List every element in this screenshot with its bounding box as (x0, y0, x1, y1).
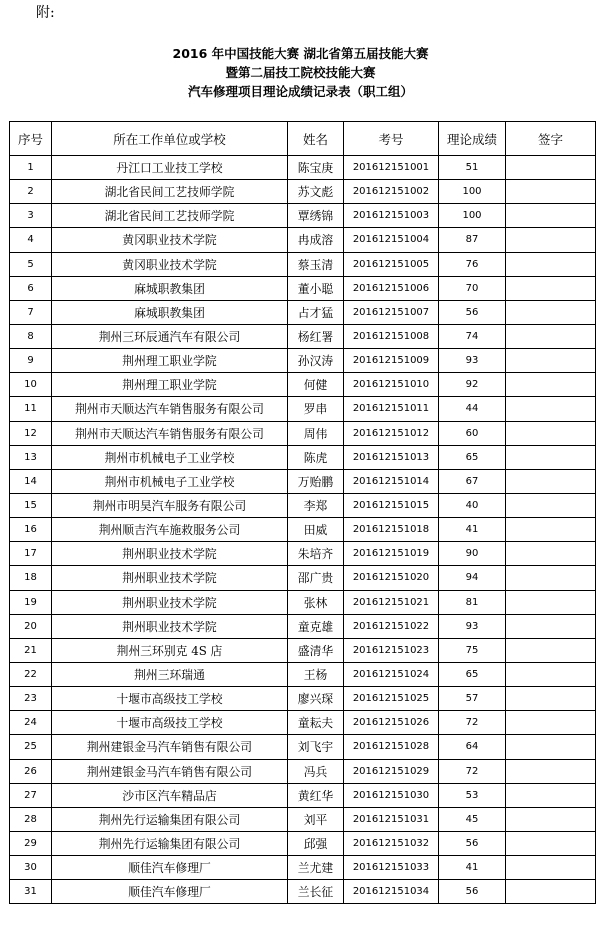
cell-unit: 荆州建银金马汽车销售有限公司 (52, 759, 288, 783)
cell-signature (506, 711, 596, 735)
cell-seq: 27 (10, 783, 52, 807)
cell-unit: 荆州三环瑞通 (52, 662, 288, 686)
cell-seq: 4 (10, 228, 52, 252)
cell-name: 李郑 (288, 493, 344, 517)
cell-score: 92 (439, 373, 506, 397)
cell-score: 56 (439, 880, 506, 904)
cell-name: 邱强 (288, 831, 344, 855)
cell-score: 70 (439, 276, 506, 300)
cell-unit: 湖北省民间工艺技师学院 (52, 204, 288, 228)
cell-signature (506, 638, 596, 662)
cell-signature (506, 687, 596, 711)
cell-unit: 荆州理工职业学院 (52, 349, 288, 373)
cell-signature (506, 662, 596, 686)
cell-exam-no: 201612151026 (344, 711, 439, 735)
cell-name: 童耘夫 (288, 711, 344, 735)
cell-seq: 9 (10, 349, 52, 373)
cell-signature (506, 252, 596, 276)
cell-name: 张林 (288, 590, 344, 614)
cell-exam-no: 201612151023 (344, 638, 439, 662)
cell-signature (506, 566, 596, 590)
cell-name: 刘飞宇 (288, 735, 344, 759)
cell-seq: 11 (10, 397, 52, 421)
table-row (10, 590, 596, 614)
table-row (10, 252, 596, 276)
header-seq: 序号 (10, 122, 52, 156)
cell-seq: 23 (10, 687, 52, 711)
table-row (10, 300, 596, 324)
table-row (10, 566, 596, 590)
cell-seq: 17 (10, 542, 52, 566)
cell-unit: 荆州职业技术学院 (52, 566, 288, 590)
cell-signature (506, 156, 596, 180)
cell-score: 74 (439, 324, 506, 348)
cell-unit: 荆州三环辰通汽车有限公司 (52, 324, 288, 348)
table-row (10, 156, 596, 180)
cell-unit: 荆州职业技术学院 (52, 590, 288, 614)
cell-score: 93 (439, 614, 506, 638)
table-row (10, 518, 596, 542)
cell-seq: 22 (10, 662, 52, 686)
cell-score: 81 (439, 590, 506, 614)
cell-exam-no: 201612151005 (344, 252, 439, 276)
cell-signature (506, 880, 596, 904)
cell-name: 冉成溶 (288, 228, 344, 252)
cell-seq: 25 (10, 735, 52, 759)
cell-exam-no: 201612151015 (344, 493, 439, 517)
table-body (10, 156, 596, 904)
table-row (10, 421, 596, 445)
cell-score: 90 (439, 542, 506, 566)
cell-unit: 麻城职教集团 (52, 276, 288, 300)
cell-score: 100 (439, 180, 506, 204)
cell-signature (506, 228, 596, 252)
cell-unit: 顺佳汽车修理厂 (52, 856, 288, 880)
cell-score: 53 (439, 783, 506, 807)
cell-score: 60 (439, 421, 506, 445)
attachment-label: 附: (36, 5, 55, 21)
cell-name: 何健 (288, 373, 344, 397)
cell-seq: 7 (10, 300, 52, 324)
table-row (10, 204, 596, 228)
cell-name: 周伟 (288, 421, 344, 445)
score-table (9, 121, 596, 904)
cell-name: 王杨 (288, 662, 344, 686)
cell-unit: 麻城职教集团 (52, 300, 288, 324)
cell-exam-no: 201612151013 (344, 445, 439, 469)
cell-name: 朱培齐 (288, 542, 344, 566)
cell-exam-no: 201612151024 (344, 662, 439, 686)
cell-exam-no: 201612151019 (344, 542, 439, 566)
table-row (10, 324, 596, 348)
header-unit: 所在工作单位或学校 (52, 122, 288, 156)
table-row (10, 783, 596, 807)
cell-score: 72 (439, 711, 506, 735)
cell-signature (506, 204, 596, 228)
cell-name: 田威 (288, 518, 344, 542)
cell-score: 94 (439, 566, 506, 590)
cell-unit: 荆州市天顺达汽车销售服务有限公司 (52, 397, 288, 421)
cell-score: 93 (439, 349, 506, 373)
cell-signature (506, 735, 596, 759)
cell-unit: 丹江口工业技工学校 (52, 156, 288, 180)
cell-seq: 16 (10, 518, 52, 542)
table-header-row (10, 122, 596, 156)
table-row (10, 662, 596, 686)
table-row (10, 180, 596, 204)
cell-exam-no: 201612151030 (344, 783, 439, 807)
cell-seq: 12 (10, 421, 52, 445)
cell-name: 占才猛 (288, 300, 344, 324)
cell-unit: 荆州市天顺达汽车销售服务有限公司 (52, 421, 288, 445)
table-row (10, 542, 596, 566)
cell-score: 41 (439, 856, 506, 880)
cell-exam-no: 201612151020 (344, 566, 439, 590)
cell-seq: 28 (10, 807, 52, 831)
cell-score: 56 (439, 831, 506, 855)
cell-signature (506, 807, 596, 831)
cell-name: 苏文彪 (288, 180, 344, 204)
cell-signature (506, 324, 596, 348)
cell-score: 65 (439, 445, 506, 469)
table-row (10, 687, 596, 711)
cell-seq: 24 (10, 711, 52, 735)
cell-seq: 10 (10, 373, 52, 397)
table-row (10, 445, 596, 469)
cell-name: 董小聪 (288, 276, 344, 300)
cell-exam-no: 201612151001 (344, 156, 439, 180)
table-row (10, 880, 596, 904)
cell-exam-no: 201612151034 (344, 880, 439, 904)
cell-exam-no: 201612151018 (344, 518, 439, 542)
cell-seq: 18 (10, 566, 52, 590)
cell-signature (506, 614, 596, 638)
cell-exam-no: 201612151031 (344, 807, 439, 831)
cell-exam-no: 201612151004 (344, 228, 439, 252)
cell-seq: 14 (10, 469, 52, 493)
cell-signature (506, 469, 596, 493)
cell-unit: 荆州市机械电子工业学校 (52, 469, 288, 493)
cell-name: 陈宝庚 (288, 156, 344, 180)
title-line-3: 汽车修理项目理论成绩记录表（职工组） (187, 84, 413, 99)
cell-name: 兰长征 (288, 880, 344, 904)
cell-name: 覃绣锦 (288, 204, 344, 228)
cell-name: 冯兵 (288, 759, 344, 783)
cell-unit: 荆州理工职业学院 (52, 373, 288, 397)
cell-unit: 荆州先行运输集团有限公司 (52, 831, 288, 855)
cell-signature (506, 493, 596, 517)
cell-signature (506, 421, 596, 445)
title-line-1: 2016 年中国技能大赛 湖北省第五届技能大赛 (172, 46, 429, 61)
cell-seq: 6 (10, 276, 52, 300)
cell-unit: 十堰市高级技工学校 (52, 711, 288, 735)
cell-unit: 荆州职业技术学院 (52, 614, 288, 638)
header-score: 理论成绩 (439, 122, 506, 156)
table-row (10, 711, 596, 735)
cell-unit: 荆州职业技术学院 (52, 542, 288, 566)
cell-score: 64 (439, 735, 506, 759)
cell-seq: 15 (10, 493, 52, 517)
cell-signature (506, 590, 596, 614)
cell-name: 刘平 (288, 807, 344, 831)
cell-exam-no: 201612151010 (344, 373, 439, 397)
table-row (10, 276, 596, 300)
cell-signature (506, 542, 596, 566)
cell-name: 万贻鹏 (288, 469, 344, 493)
cell-exam-no: 201612151021 (344, 590, 439, 614)
cell-exam-no: 201612151022 (344, 614, 439, 638)
cell-seq: 3 (10, 204, 52, 228)
cell-unit: 顺佳汽车修理厂 (52, 880, 288, 904)
table-row (10, 759, 596, 783)
cell-score: 56 (439, 300, 506, 324)
cell-score: 67 (439, 469, 506, 493)
cell-score: 57 (439, 687, 506, 711)
cell-exam-no: 201612151012 (344, 421, 439, 445)
cell-unit: 荆州三环别克 4S 店 (52, 638, 288, 662)
title-line-2: 暨第二届技工院校技能大赛 (225, 65, 376, 80)
header-signature: 签字 (506, 122, 596, 156)
cell-seq: 2 (10, 180, 52, 204)
cell-exam-no: 201612151029 (344, 759, 439, 783)
cell-signature (506, 445, 596, 469)
cell-exam-no: 201612151033 (344, 856, 439, 880)
cell-exam-no: 201612151032 (344, 831, 439, 855)
cell-signature (506, 759, 596, 783)
cell-unit: 荆州顺吉汽车施救服务公司 (52, 518, 288, 542)
document-title (0, 44, 601, 101)
cell-unit: 黄冈职业技术学院 (52, 228, 288, 252)
header-name: 姓名 (288, 122, 344, 156)
table-row (10, 735, 596, 759)
cell-score: 41 (439, 518, 506, 542)
cell-seq: 31 (10, 880, 52, 904)
table-row (10, 807, 596, 831)
cell-signature (506, 300, 596, 324)
cell-exam-no: 201612151007 (344, 300, 439, 324)
cell-score: 51 (439, 156, 506, 180)
cell-signature (506, 180, 596, 204)
cell-score: 87 (439, 228, 506, 252)
cell-signature (506, 276, 596, 300)
cell-score: 72 (439, 759, 506, 783)
cell-unit: 荆州先行运输集团有限公司 (52, 807, 288, 831)
table-row (10, 349, 596, 373)
cell-name: 廖兴琛 (288, 687, 344, 711)
cell-seq: 26 (10, 759, 52, 783)
cell-unit: 湖北省民间工艺技师学院 (52, 180, 288, 204)
header-exam-no: 考号 (344, 122, 439, 156)
table-row (10, 397, 596, 421)
cell-seq: 20 (10, 614, 52, 638)
cell-seq: 30 (10, 856, 52, 880)
table-row (10, 831, 596, 855)
table-row (10, 228, 596, 252)
cell-signature (506, 518, 596, 542)
cell-unit: 荆州建银金马汽车销售有限公司 (52, 735, 288, 759)
cell-exam-no: 201612151009 (344, 349, 439, 373)
cell-exam-no: 201612151014 (344, 469, 439, 493)
table-row (10, 373, 596, 397)
cell-score: 75 (439, 638, 506, 662)
table-row (10, 856, 596, 880)
cell-signature (506, 831, 596, 855)
cell-score: 40 (439, 493, 506, 517)
cell-score: 100 (439, 204, 506, 228)
cell-exam-no: 201612151003 (344, 204, 439, 228)
cell-exam-no: 201612151002 (344, 180, 439, 204)
cell-score: 44 (439, 397, 506, 421)
cell-seq: 21 (10, 638, 52, 662)
cell-score: 45 (439, 807, 506, 831)
cell-signature (506, 783, 596, 807)
cell-name: 黄红华 (288, 783, 344, 807)
cell-name: 罗串 (288, 397, 344, 421)
cell-exam-no: 201612151006 (344, 276, 439, 300)
cell-seq: 5 (10, 252, 52, 276)
cell-signature (506, 373, 596, 397)
cell-name: 盛清华 (288, 638, 344, 662)
cell-exam-no: 201612151008 (344, 324, 439, 348)
cell-seq: 19 (10, 590, 52, 614)
cell-signature (506, 349, 596, 373)
cell-name: 孙汉涛 (288, 349, 344, 373)
cell-score: 65 (439, 662, 506, 686)
cell-seq: 1 (10, 156, 52, 180)
cell-name: 杨红署 (288, 324, 344, 348)
cell-name: 蔡玉清 (288, 252, 344, 276)
cell-name: 兰尤建 (288, 856, 344, 880)
table-row (10, 638, 596, 662)
cell-seq: 29 (10, 831, 52, 855)
cell-unit: 黄冈职业技术学院 (52, 252, 288, 276)
cell-unit: 沙市区汽车精品店 (52, 783, 288, 807)
cell-exam-no: 201612151025 (344, 687, 439, 711)
cell-score: 76 (439, 252, 506, 276)
table-row (10, 614, 596, 638)
cell-unit: 十堰市高级技工学校 (52, 687, 288, 711)
cell-signature (506, 397, 596, 421)
cell-name: 陈虎 (288, 445, 344, 469)
cell-exam-no: 201612151028 (344, 735, 439, 759)
cell-name: 童克雄 (288, 614, 344, 638)
cell-exam-no: 201612151011 (344, 397, 439, 421)
cell-seq: 13 (10, 445, 52, 469)
cell-unit: 荆州市机械电子工业学校 (52, 445, 288, 469)
cell-unit: 荆州市明昊汽车服务有限公司 (52, 493, 288, 517)
cell-name: 邵广贵 (288, 566, 344, 590)
cell-signature (506, 856, 596, 880)
cell-seq: 8 (10, 324, 52, 348)
table-row (10, 493, 596, 517)
table-row (10, 469, 596, 493)
